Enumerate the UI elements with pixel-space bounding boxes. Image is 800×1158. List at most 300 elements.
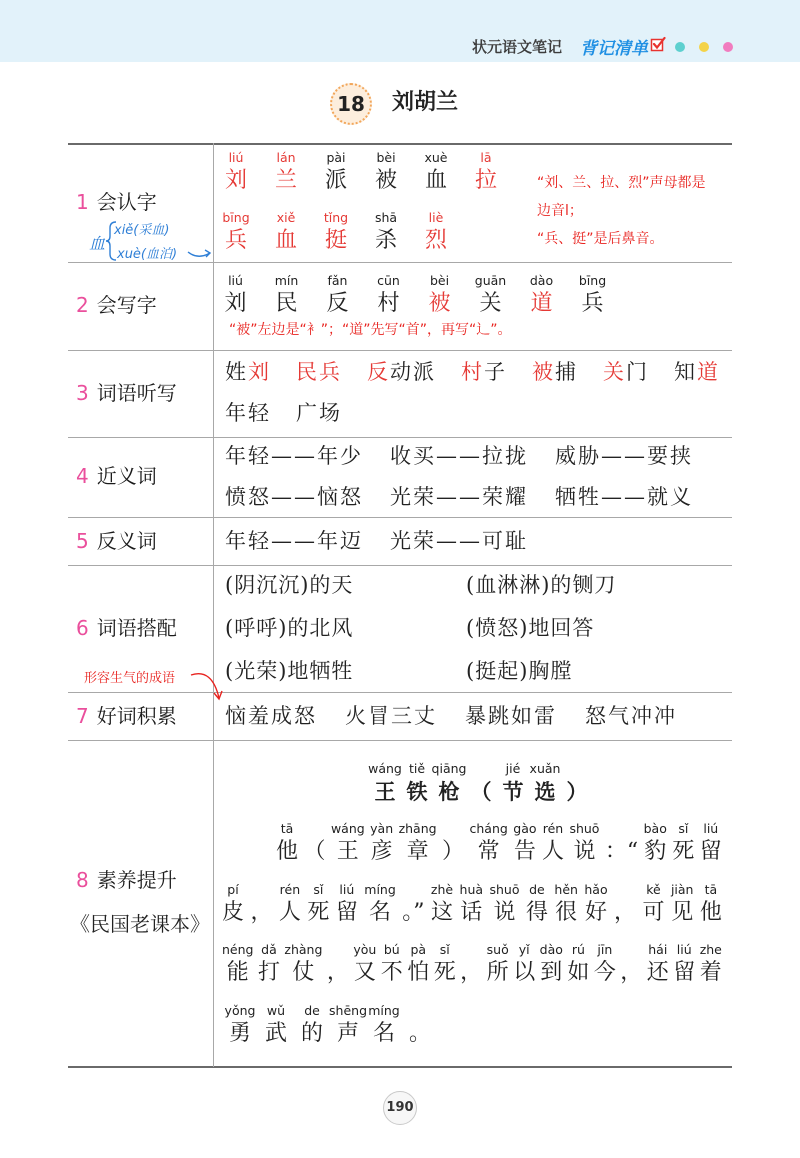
pinyin-char-pair bbox=[276, 821, 298, 865]
section-number: 4 bbox=[76, 464, 89, 488]
pinyin-char-pair bbox=[434, 942, 456, 986]
pinyin-text: lán bbox=[276, 150, 296, 165]
pinyin-text: suǒ bbox=[486, 942, 509, 957]
hanzi-text: 选 bbox=[534, 780, 556, 804]
hanzi-text: 话 bbox=[460, 900, 483, 925]
hanzi-text: 杀 bbox=[374, 228, 397, 253]
table-rule bbox=[68, 517, 732, 518]
hanzi-text: 不 bbox=[380, 960, 403, 985]
word-segment: 道 bbox=[697, 360, 720, 384]
hanzi-text: 。” bbox=[402, 900, 425, 925]
pinyin-text: shuō bbox=[569, 821, 600, 836]
hanzi-text: 节 bbox=[502, 780, 524, 804]
hanzi-text: 名 bbox=[369, 900, 392, 925]
hanzi-text: 派 bbox=[324, 168, 347, 193]
section-label bbox=[76, 528, 157, 554]
pinyin-text: bèi bbox=[376, 150, 396, 165]
pinyin-text: bīng bbox=[578, 273, 607, 288]
collocation: (愤怒)地回答 bbox=[466, 616, 595, 640]
pinyin-text: cūn bbox=[377, 273, 400, 288]
hanzi-text: 皮 bbox=[222, 900, 245, 925]
pinyin-text: fǎn bbox=[327, 273, 348, 288]
red-annotation: 形容生气的成语 bbox=[84, 671, 176, 686]
pinyin-text: liú bbox=[703, 821, 719, 836]
passage-title bbox=[369, 761, 593, 805]
pinyin-text: zhàng bbox=[284, 942, 323, 957]
pinyin-char-pair bbox=[644, 821, 667, 865]
pinyin-char-pair bbox=[311, 210, 361, 254]
section-label bbox=[76, 463, 157, 489]
pinyin-text: zhè bbox=[430, 882, 454, 897]
word-segment: 捕 bbox=[555, 360, 578, 384]
hanzi-text: 关 bbox=[479, 291, 502, 316]
pinyin-text: bīng bbox=[222, 210, 250, 225]
pinyin-text: de bbox=[529, 882, 545, 897]
hanzi-text: 死 bbox=[672, 839, 695, 864]
book-title: 状元语文笔记 bbox=[472, 38, 563, 56]
pinyin-text: liú bbox=[676, 942, 692, 957]
pinyin-char-pair bbox=[222, 882, 244, 926]
pinyin-char-pair bbox=[647, 942, 669, 986]
pinyin-char-pair bbox=[261, 273, 312, 317]
pinyin-text: wáng bbox=[330, 821, 365, 836]
section-title-text: 会写字 bbox=[96, 293, 157, 317]
hanzi-text: 说 bbox=[493, 900, 516, 925]
pinyin-char-pair bbox=[561, 761, 593, 805]
section-number: 1 bbox=[76, 190, 89, 214]
hanzi-text: 反 bbox=[326, 291, 349, 316]
hanzi-text: 名 bbox=[372, 1021, 395, 1046]
section-label bbox=[76, 867, 177, 893]
section-label bbox=[76, 189, 157, 215]
pinyin-text: xuè bbox=[424, 150, 448, 165]
hanzi-text: 血 bbox=[424, 168, 447, 193]
pinyin-char-row bbox=[211, 210, 461, 254]
hanzi-text: ， bbox=[614, 900, 637, 925]
pinyin-char-pair bbox=[370, 821, 393, 865]
pinyin-text: lā bbox=[480, 150, 492, 165]
pinyin-char-pair bbox=[542, 821, 564, 865]
pinyin-text: pí bbox=[227, 882, 239, 897]
hanzi-text: ：“ bbox=[604, 839, 639, 864]
word-segment: 民兵 bbox=[296, 360, 342, 384]
pinyin-char-pair bbox=[411, 210, 461, 254]
pinyin-text: shēng bbox=[329, 1003, 367, 1018]
word-segment: 门 bbox=[626, 360, 649, 384]
hanzi-text: 豹 bbox=[644, 839, 667, 864]
section-number: 6 bbox=[76, 616, 89, 640]
section-label bbox=[76, 703, 177, 729]
pinyin-text: jīn bbox=[597, 942, 613, 957]
note-line: “刘、兰、拉、烈”声母都是 bbox=[537, 175, 706, 191]
pinyin-char-pair bbox=[261, 210, 311, 254]
hanzi-text: ， bbox=[250, 900, 273, 925]
pinyin-char-pair bbox=[700, 942, 722, 986]
hanzi-text: 死 bbox=[433, 960, 456, 985]
pinyin-text: yòu bbox=[353, 942, 377, 957]
section-title-text: 好词积累 bbox=[96, 704, 177, 728]
checkbox-checked-icon bbox=[650, 36, 666, 52]
collocation: (血淋淋)的铡刀 bbox=[466, 573, 617, 597]
hanzi-text: 还 bbox=[646, 960, 669, 985]
dictation-word bbox=[674, 359, 720, 385]
pinyin-char-pair bbox=[211, 210, 261, 254]
hanzi-text: 血 bbox=[274, 228, 297, 253]
pinyin-char-pair bbox=[353, 942, 376, 986]
pinyin-char-pair bbox=[258, 1003, 294, 1047]
hanzi-text: ， bbox=[460, 960, 483, 985]
pinyin-char-pair bbox=[470, 821, 508, 865]
word-line bbox=[225, 528, 528, 554]
word-segment: 姓 bbox=[225, 360, 248, 384]
hanzi-text: ， bbox=[326, 960, 349, 985]
pinyin-char-pair bbox=[614, 882, 636, 926]
pinyin-char-pair bbox=[369, 761, 401, 805]
pinyin-char-pair bbox=[399, 821, 437, 865]
hanzi-text: 挺 bbox=[324, 228, 347, 253]
hanzi-text: 民 bbox=[275, 291, 298, 316]
pinyin-char-pair bbox=[303, 821, 325, 865]
hanzi-text: 被 bbox=[374, 168, 397, 193]
synonym-pair: 光荣——荣耀 bbox=[390, 485, 528, 509]
hanzi-text: 所 bbox=[486, 960, 509, 985]
section-number: 2 bbox=[76, 293, 89, 317]
pinyin-text: dào bbox=[529, 273, 554, 288]
hanzi-text: 彦 bbox=[370, 839, 393, 864]
hanzi-text: 王 bbox=[336, 839, 359, 864]
pinyin-text: pà bbox=[410, 942, 427, 957]
pinyin-char-pair bbox=[643, 882, 665, 926]
pinyin-text: tiě bbox=[408, 761, 426, 776]
pinyin-text: sǐ bbox=[439, 942, 450, 957]
pinyin-text: shā bbox=[374, 210, 398, 225]
hanzi-text: 村 bbox=[377, 291, 400, 316]
pinyin-char-pair bbox=[312, 273, 363, 317]
word-segment: 被 bbox=[532, 360, 555, 384]
pinyin-text: dǎ bbox=[261, 942, 277, 957]
passage-line bbox=[276, 821, 722, 865]
pinyin-char-pair bbox=[411, 150, 461, 194]
margin-note-char: 血 bbox=[89, 234, 106, 253]
word-line bbox=[225, 484, 693, 510]
pinyin-char-pair bbox=[567, 942, 589, 986]
pinyin-char-pair bbox=[526, 882, 548, 926]
hanzi-text: 的 bbox=[300, 1021, 323, 1046]
word-segment: 村 bbox=[461, 360, 484, 384]
pinyin-char-pair bbox=[620, 942, 642, 986]
dictation-word bbox=[532, 359, 578, 385]
pinyin-char-pair bbox=[222, 1003, 258, 1047]
pinyin-char-pair bbox=[465, 761, 497, 805]
section-label bbox=[76, 380, 177, 406]
idiom: 暴跳如雷 bbox=[465, 704, 557, 728]
red-handwritten-note bbox=[537, 169, 706, 253]
synonym-pair: 年轻——年少 bbox=[225, 444, 363, 468]
pinyin-char-pair bbox=[554, 882, 578, 926]
collocation: (阴沉沉)的天 bbox=[225, 573, 354, 597]
idiom: 怒气冲冲 bbox=[585, 704, 677, 728]
word-segment: 反 bbox=[367, 360, 390, 384]
pinyin-text: jiàn bbox=[670, 882, 694, 897]
pinyin-text: bào bbox=[643, 821, 667, 836]
hanzi-text: 打 bbox=[257, 960, 280, 985]
pinyin-text: bú bbox=[383, 942, 400, 957]
pinyin-char-pair bbox=[673, 942, 695, 986]
pinyin-char-pair bbox=[361, 150, 411, 194]
hanzi-text: 刘 bbox=[224, 291, 247, 316]
collocation: (呼呼)的北风 bbox=[225, 616, 354, 640]
pinyin-text: tā bbox=[704, 882, 718, 897]
hanzi-text: 留 bbox=[335, 900, 358, 925]
pinyin-text: tā bbox=[280, 821, 294, 836]
pinyin-char-pair bbox=[461, 150, 511, 194]
pinyin-char-pair bbox=[258, 942, 280, 986]
pinyin-char-pair bbox=[381, 942, 403, 986]
pinyin-text: huà bbox=[459, 882, 484, 897]
dot-icon bbox=[675, 42, 685, 52]
hanzi-text: 铁 bbox=[406, 780, 428, 804]
section-title-text: 词语听写 bbox=[96, 381, 177, 405]
word-segment: 刘 bbox=[248, 360, 271, 384]
hanzi-text: 兰 bbox=[274, 168, 297, 193]
table-rule bbox=[68, 740, 732, 741]
hanzi-text: 武 bbox=[264, 1021, 287, 1046]
passage-line bbox=[222, 1003, 438, 1047]
pinyin-char-pair bbox=[279, 882, 301, 926]
hanzi-text: 拉 bbox=[474, 168, 497, 193]
hanzi-text: 很 bbox=[555, 900, 578, 925]
hanzi-text: 能 bbox=[226, 960, 249, 985]
page-number: 190 bbox=[383, 1091, 417, 1125]
hanzi-text: 烈 bbox=[424, 228, 447, 253]
pinyin-char-pair bbox=[336, 882, 358, 926]
pinyin-char-pair bbox=[363, 273, 414, 317]
pinyin-char-pair bbox=[516, 273, 567, 317]
margin-note-reading: xuè(血泊) bbox=[117, 247, 178, 262]
section-label bbox=[76, 615, 177, 641]
hanzi-text: 着 bbox=[699, 960, 722, 985]
pinyin-char-pair bbox=[605, 821, 638, 865]
pinyin-char-pair bbox=[250, 882, 272, 926]
table-rule bbox=[68, 262, 732, 263]
pinyin-char-pair bbox=[311, 150, 361, 194]
hanzi-text: 今 bbox=[593, 960, 616, 985]
pinyin-text: yǒng bbox=[224, 1003, 256, 1018]
hanzi-text: ） bbox=[442, 839, 465, 864]
pinyin-text: bèi bbox=[429, 273, 450, 288]
note-line: “兵、挺”是后鼻音。 bbox=[537, 231, 664, 247]
pinyin-text: liú bbox=[339, 882, 355, 897]
dictation-word bbox=[367, 359, 436, 385]
hanzi-text: 他 bbox=[699, 900, 722, 925]
passage-line bbox=[222, 942, 722, 986]
source-book-title: 《民国老课本》 bbox=[70, 912, 210, 936]
hanzi-text: 留 bbox=[699, 839, 722, 864]
pinyin-char-pair bbox=[465, 273, 516, 317]
pinyin-char-pair bbox=[284, 942, 322, 986]
header-band bbox=[0, 0, 800, 62]
section-title-text: 反义词 bbox=[96, 529, 157, 553]
pinyin-char-pair bbox=[497, 761, 529, 805]
pinyin-text: míng bbox=[364, 882, 396, 897]
hanzi-text: 被 bbox=[428, 291, 451, 316]
pinyin-char-pair bbox=[540, 942, 563, 986]
hanzi-text: 仗 bbox=[292, 960, 315, 985]
hanzi-text: 怕 bbox=[407, 960, 430, 985]
pinyin-char-pair bbox=[569, 821, 599, 865]
collocation: (挺起)胸膛 bbox=[466, 659, 573, 683]
pinyin-text: rén bbox=[542, 821, 564, 836]
section-number: 8 bbox=[76, 868, 89, 892]
hanzi-text: 说 bbox=[573, 839, 596, 864]
note-line: “被”左边是“衤”；“道”先写“首”，再写“辶”。 bbox=[229, 322, 512, 338]
hanzi-text: 人 bbox=[541, 839, 564, 864]
idiom: 恼羞成怒 bbox=[225, 704, 317, 728]
word-segment: 关 bbox=[603, 360, 626, 384]
hanzi-text: 这 bbox=[430, 900, 453, 925]
hanzi-text: 到 bbox=[540, 960, 563, 985]
pinyin-text: wáng bbox=[368, 761, 402, 776]
hanzi-text: 见 bbox=[671, 900, 694, 925]
pinyin-text: hái bbox=[648, 942, 668, 957]
section-title-text: 会认字 bbox=[96, 190, 157, 214]
pinyin-text: yàn bbox=[370, 821, 394, 836]
hanzi-text: 留 bbox=[673, 960, 696, 985]
word-line bbox=[225, 703, 677, 729]
hanzi-text: （ bbox=[303, 839, 326, 864]
pinyin-text: hěn bbox=[554, 882, 578, 897]
note-line: 边音l； bbox=[537, 203, 583, 219]
pinyin-text: de bbox=[304, 1003, 320, 1018]
hanzi-text: 。 bbox=[408, 1021, 431, 1046]
dictation-word bbox=[461, 359, 507, 385]
word-segment: 动派 bbox=[390, 360, 436, 384]
pinyin-text: kě bbox=[646, 882, 661, 897]
pinyin-char-pair bbox=[442, 821, 464, 865]
hanzi-text: 声 bbox=[336, 1021, 359, 1046]
pinyin-char-pair bbox=[364, 882, 396, 926]
word-segment: 年轻 bbox=[225, 401, 271, 425]
pinyin-text: dào bbox=[539, 942, 563, 957]
dictation-word bbox=[225, 400, 271, 426]
pinyin-text: xiě bbox=[276, 210, 296, 225]
pinyin-char-pair bbox=[327, 942, 349, 986]
pinyin-char-pair bbox=[431, 882, 453, 926]
dictation-word bbox=[296, 400, 342, 426]
synonym-pair: 牺牲——就义 bbox=[555, 485, 693, 509]
idiom: 火冒三丈 bbox=[345, 704, 437, 728]
pinyin-text: rén bbox=[279, 882, 301, 897]
pinyin-char-pair bbox=[361, 210, 411, 254]
section-label bbox=[76, 292, 157, 318]
pinyin-text: wǔ bbox=[266, 1003, 286, 1018]
hanzi-text: 勇 bbox=[228, 1021, 251, 1046]
hanzi-text: 得 bbox=[525, 900, 548, 925]
antonym-pair: 光荣——可耻 bbox=[390, 529, 528, 553]
dot-icon bbox=[699, 42, 709, 52]
brace-icon bbox=[104, 220, 118, 262]
pinyin-text: xuǎn bbox=[529, 761, 561, 776]
pinyin-text: sǐ bbox=[678, 821, 689, 836]
collocation: (光荣)地牺牲 bbox=[225, 659, 354, 683]
pinyin-char-pair bbox=[672, 821, 694, 865]
pinyin-char-row bbox=[210, 273, 618, 317]
hanzi-text: 可 bbox=[642, 900, 665, 925]
pinyin-text: tǐng bbox=[323, 210, 349, 225]
section-number: 7 bbox=[76, 704, 89, 728]
dictation-word bbox=[603, 359, 649, 385]
word-segment: 知 bbox=[674, 360, 697, 384]
hanzi-text: 兵 bbox=[581, 291, 604, 316]
pinyin-char-pair bbox=[700, 882, 722, 926]
pinyin-text: sǐ bbox=[313, 882, 324, 897]
pinyin-text: zhe bbox=[699, 942, 722, 957]
hanzi-text: 死 bbox=[307, 900, 330, 925]
lesson-title: 刘胡兰 bbox=[392, 90, 459, 115]
pinyin-char-pair bbox=[671, 882, 694, 926]
pinyin-char-pair bbox=[402, 1003, 438, 1047]
section-number: 3 bbox=[76, 381, 89, 405]
pinyin-char-pair bbox=[401, 761, 433, 805]
pinyin-char-pair bbox=[366, 1003, 402, 1047]
pinyin-text: hǎo bbox=[584, 882, 608, 897]
pinyin-char-pair bbox=[584, 882, 607, 926]
pinyin-text: shuō bbox=[489, 882, 520, 897]
pinyin-text: mín bbox=[274, 273, 299, 288]
pinyin-char-pair bbox=[513, 942, 535, 986]
red-handwritten-note bbox=[229, 320, 512, 340]
pinyin-text: liú bbox=[228, 273, 243, 288]
pinyin-text: jié bbox=[505, 761, 521, 776]
pinyin-text: liú bbox=[228, 150, 244, 165]
pinyin-char-pair bbox=[210, 273, 261, 317]
pinyin-char-pair bbox=[402, 882, 424, 926]
word-segment: 子 bbox=[484, 360, 507, 384]
synonym-pair: 愤怒——恼怒 bbox=[225, 485, 363, 509]
pinyin-text: néng bbox=[222, 942, 254, 957]
pinyin-char-pair bbox=[700, 821, 722, 865]
hanzi-text: 刘 bbox=[224, 168, 247, 193]
hanzi-text: 告 bbox=[513, 839, 536, 864]
table-rule bbox=[68, 143, 732, 145]
table-rule bbox=[68, 437, 732, 438]
pinyin-char-pair bbox=[211, 150, 261, 194]
pinyin-char-pair bbox=[261, 150, 311, 194]
pinyin-char-pair bbox=[307, 882, 329, 926]
dictation-word bbox=[225, 359, 271, 385]
pinyin-char-pair bbox=[594, 942, 616, 986]
dot-icon bbox=[723, 42, 733, 52]
hanzi-text: 常 bbox=[477, 839, 500, 864]
pinyin-char-pair bbox=[407, 942, 429, 986]
hanzi-text: 如 bbox=[567, 960, 590, 985]
pinyin-char-pair bbox=[414, 273, 465, 317]
table-rule bbox=[68, 692, 732, 693]
table-rule bbox=[68, 565, 732, 566]
pinyin-char-pair bbox=[487, 942, 509, 986]
pinyin-char-pair bbox=[294, 1003, 330, 1047]
word-segment: 广场 bbox=[296, 401, 342, 425]
hanzi-text: （ bbox=[470, 780, 492, 804]
pinyin-text: pài bbox=[326, 150, 346, 165]
hanzi-text: ） bbox=[566, 780, 588, 804]
word-line bbox=[225, 359, 720, 385]
section-title: 背记清单 bbox=[580, 39, 648, 59]
pinyin-text: míng bbox=[368, 1003, 400, 1018]
annotation-arrow-icon bbox=[188, 666, 226, 706]
pinyin-text: zhāng bbox=[398, 821, 437, 836]
pinyin-text: qiāng bbox=[431, 761, 467, 776]
